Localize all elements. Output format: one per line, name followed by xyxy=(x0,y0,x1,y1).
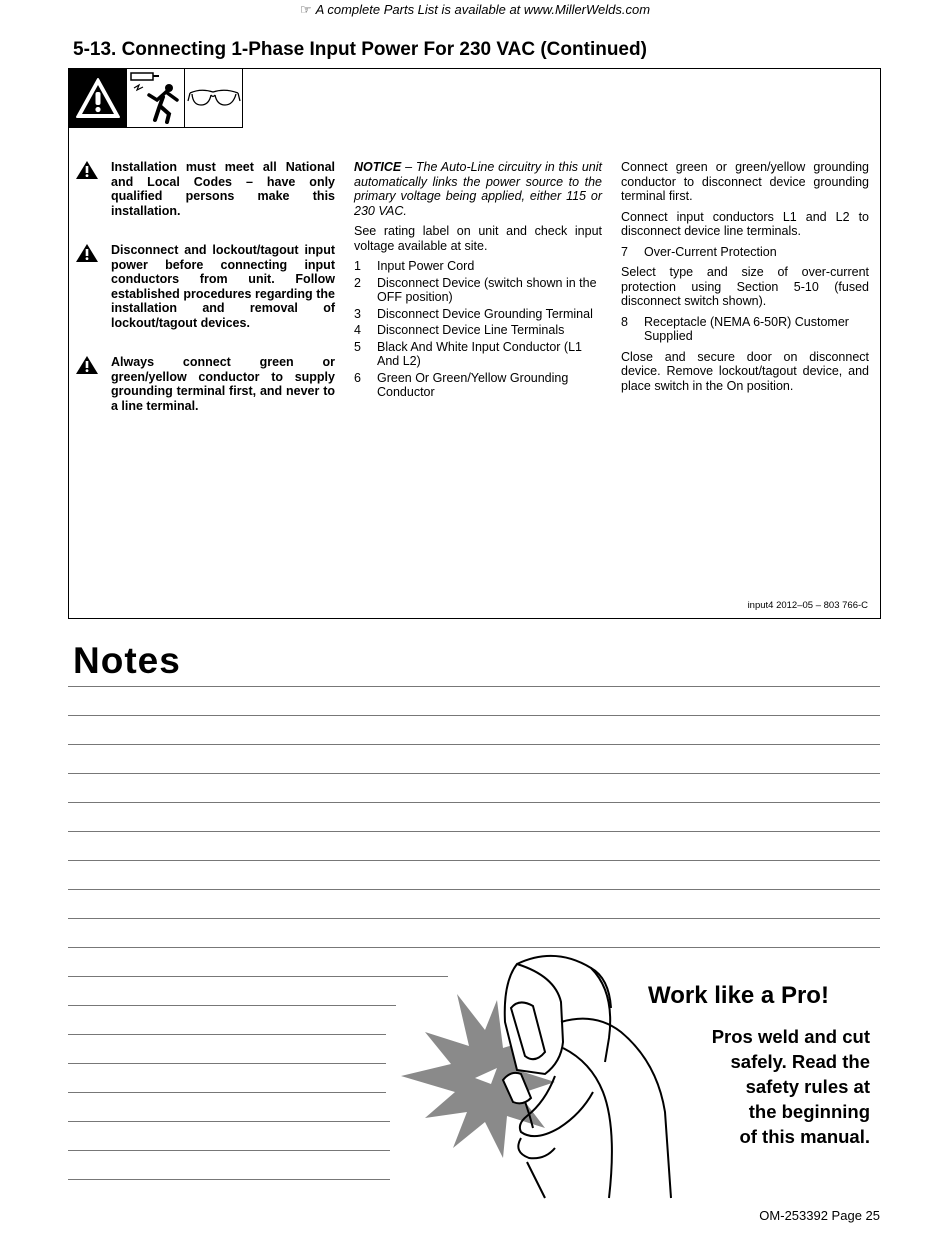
procedure-text: Connect input conductors L1 and L2 to disconnect device line terminals. xyxy=(621,209,869,238)
procedure-text: Connect green or green/yellow grounding conductor to disconnect device grounding terminal first. xyxy=(621,160,869,203)
note-line xyxy=(68,773,880,774)
item-text: Disconnect Device Line Terminals xyxy=(377,323,565,337)
item-text: Over-Current Protection xyxy=(644,244,777,259)
item-text: Receptacle (NEMA 6-50R) Customer Supplied xyxy=(644,314,849,343)
page-footer: OM-253392 Page 25 xyxy=(759,1208,880,1223)
warning-triangle-icon xyxy=(75,243,111,330)
procedure-column xyxy=(621,160,869,399)
warnings-column xyxy=(75,160,335,438)
note-line xyxy=(68,1092,386,1093)
warning-text: Disconnect and lockout/tagout input power before connecting input conductors from unit. Follow established procedures regarding the installation and removal of lockout/tagout devices. xyxy=(111,243,335,330)
list-item xyxy=(621,245,869,260)
pointing-hand-icon: ☞ xyxy=(299,2,312,17)
welder-illustration xyxy=(395,952,685,1207)
item-text: Input Power Cord xyxy=(377,259,475,273)
note-line xyxy=(68,715,880,716)
item-number: 3 xyxy=(354,306,361,321)
list-item xyxy=(354,276,602,305)
note-line xyxy=(68,744,880,745)
procedure-text: Close and secure door on disconnect device. Remove lockout/tagout device, and place switch in the On position. xyxy=(621,349,869,393)
list-item xyxy=(621,315,869,344)
warning-text: Always connect green or green/yellow conductor to supply grounding terminal first, and never to a line terminal. xyxy=(111,355,335,413)
safety-glasses-icon xyxy=(185,69,243,128)
rating-text: See rating label on unit and check input voltage available at site. xyxy=(354,224,602,253)
item-text: Green Or Green/Yellow Grounding Conductor xyxy=(377,370,569,399)
promo-line: the beginning xyxy=(748,1101,870,1122)
note-line xyxy=(68,1179,390,1180)
promo-title: Work like a Pro! xyxy=(648,982,829,1009)
list-item xyxy=(354,307,602,322)
parts-list-note xyxy=(0,2,950,18)
note-line xyxy=(68,918,880,919)
warning-triangle-icon xyxy=(75,355,111,413)
promo-line: safely. Read the xyxy=(730,1051,870,1072)
note-line xyxy=(68,802,880,803)
note-line xyxy=(68,1121,390,1122)
notes-title: Notes xyxy=(73,640,181,681)
note-line xyxy=(68,976,448,977)
warning-item xyxy=(75,243,335,330)
list-item xyxy=(354,371,602,400)
note-line xyxy=(68,1005,396,1006)
note-line xyxy=(68,831,880,832)
promo-line: Pros weld and cut xyxy=(711,1026,870,1047)
item-number: 7 xyxy=(621,244,628,259)
note-line xyxy=(68,1034,386,1035)
note-line xyxy=(68,686,880,687)
list-item xyxy=(354,340,602,369)
promo-text xyxy=(660,1024,870,1149)
warning-text: Installation must meet all National and Local Codes – have only qualified persons make this installation. xyxy=(111,160,335,218)
list-item xyxy=(354,323,602,338)
warning-item xyxy=(75,355,335,413)
notice-body: – The Auto-Line circuitry in this unit automatically links the power source to the primary voltage being applied, either 115 or 230 VAC. xyxy=(354,160,602,218)
item-number: 4 xyxy=(354,323,361,337)
section-title: 5-13. Connecting 1-Phase Input Power For 230 VAC (Continued) xyxy=(73,39,647,60)
note-line xyxy=(68,889,880,890)
figure-reference: input4 2012–05 – 803 766-C xyxy=(747,600,868,611)
item-number: 1 xyxy=(354,259,361,273)
item-number: 8 xyxy=(621,314,628,329)
notice-label: NOTICE xyxy=(354,160,402,174)
warning-item xyxy=(75,160,335,218)
electric-shock-icon xyxy=(127,69,185,128)
general-warning-icon xyxy=(69,69,127,128)
instruction-box xyxy=(68,68,881,619)
item-number: 2 xyxy=(354,275,361,290)
list-item xyxy=(354,259,602,274)
item-text: Disconnect Device (switch shown in the OFF position) xyxy=(377,275,597,304)
item-number: 5 xyxy=(354,339,361,354)
safety-icon-strip xyxy=(69,69,243,128)
note-line xyxy=(68,860,880,861)
notice-column xyxy=(354,160,602,402)
note-line xyxy=(68,1150,390,1151)
warning-triangle-icon xyxy=(75,160,111,218)
procedure-text: Select type and size of over-current protection using Section 5-10 (fused disconnect switch shown). xyxy=(621,265,869,308)
note-line xyxy=(68,1063,386,1064)
promo-line: safety rules at xyxy=(745,1076,870,1097)
promo-line: of this manual. xyxy=(739,1126,870,1147)
item-text: Disconnect Device Grounding Terminal xyxy=(377,306,593,321)
parts-list-text: A complete Parts List is available at www.MillerWelds.com xyxy=(315,2,651,17)
note-line xyxy=(68,947,880,948)
item-number: 6 xyxy=(354,370,361,385)
notice-text xyxy=(354,160,602,218)
item-text: Black And White Input Conductor (L1 And L2) xyxy=(377,339,582,368)
